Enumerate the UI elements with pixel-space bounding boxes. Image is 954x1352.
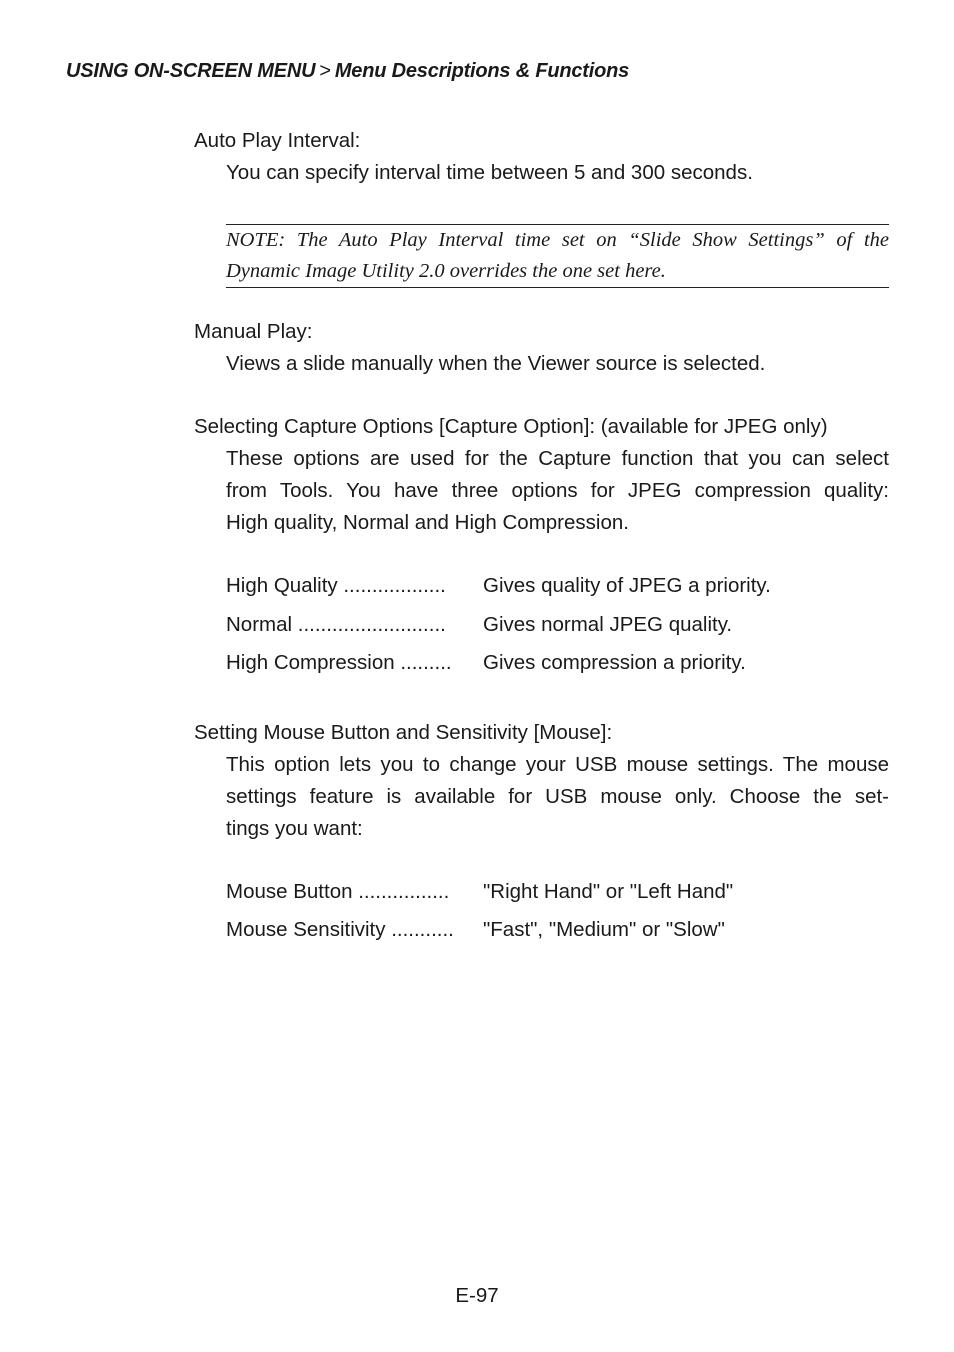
capture-line: These options are used for the Capture function that you can select — [226, 447, 889, 470]
header-subsection: Menu Descriptions & Functions — [334, 60, 630, 82]
manual-play-heading: Manual Play: — [194, 320, 313, 343]
page-number: E-97 — [455, 1284, 499, 1307]
mouse-description — [226, 749, 889, 845]
capture-line: High quality, Normal and High Compression. — [226, 511, 629, 534]
header-section: USING ON-SCREEN MENU — [66, 60, 316, 82]
option-value: Gives compression a priority. — [483, 651, 746, 674]
auto-play-heading: Auto Play Interval: — [194, 129, 361, 152]
header-separator: > — [319, 60, 331, 82]
page-header — [66, 60, 629, 83]
manual-play-description: Views a slide manually when the Viewer source is selected. — [226, 352, 766, 375]
option-value: "Right Hand" or "Left Hand" — [483, 880, 734, 903]
option-value: Gives normal JPEG quality. — [483, 613, 733, 636]
capture-description — [226, 443, 889, 539]
option-value: Gives quality of JPEG a priority. — [483, 574, 771, 597]
auto-play-description: You can specify interval time between 5 and 300 seconds. — [226, 161, 753, 184]
note-line: Dynamic Image Utility 2.0 overrides the one set here. — [226, 260, 666, 282]
capture-option-row — [226, 651, 746, 675]
note-line: NOTE: The Auto Play Interval time set on “Slide Show Settings” of the — [226, 229, 889, 251]
capture-heading: Selecting Capture Options [Capture Option]: (available for JPEG only) — [194, 415, 828, 438]
capture-option-row — [226, 613, 733, 637]
capture-line: from Tools. You have three options for JPEG compression quality: — [226, 479, 889, 502]
mouse-option-row — [226, 880, 734, 904]
mouse-line: This option lets you to change your USB mouse settings. The mouse — [226, 753, 889, 776]
capture-option-row — [226, 574, 771, 598]
mouse-heading: Setting Mouse Button and Sensitivity [Mouse]: — [194, 721, 613, 744]
mouse-option-row — [226, 918, 725, 942]
option-label: High Quality .................. — [226, 574, 446, 597]
option-label: High Compression ......... — [226, 651, 452, 674]
option-label: Mouse Button ................ — [226, 880, 450, 903]
mouse-line: tings you want: — [226, 817, 363, 840]
option-value: "Fast", "Medium" or "Slow" — [483, 918, 725, 941]
mouse-line: settings feature is available for USB mouse only. Choose the set- — [226, 785, 889, 808]
option-label: Mouse Sensitivity ........... — [226, 918, 454, 941]
option-label: Normal .......................... — [226, 613, 446, 636]
auto-play-note — [226, 224, 889, 288]
